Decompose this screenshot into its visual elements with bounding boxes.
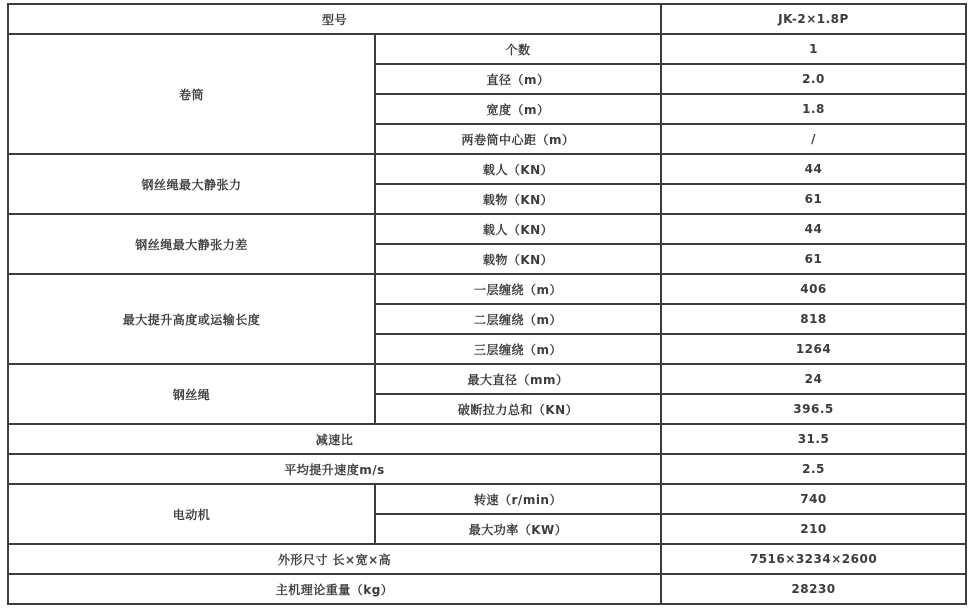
row-value: 1 bbox=[661, 34, 966, 64]
row-label: 宽度（m） bbox=[375, 94, 661, 124]
row-label: 两卷筒中心距（m） bbox=[375, 124, 661, 154]
row-label: 最大直径（mm） bbox=[375, 364, 661, 394]
row-label: 载人（KN） bbox=[375, 154, 661, 184]
dimensions-label: 外形尺寸 长×宽×高 bbox=[8, 544, 661, 574]
row-value: 210 bbox=[661, 514, 966, 544]
group-label-max-static-tension: 钢丝绳最大静张力 bbox=[8, 154, 375, 214]
reduction-ratio-value: 31.5 bbox=[661, 424, 966, 454]
row-value: / bbox=[661, 124, 966, 154]
table-row bbox=[8, 544, 966, 574]
group-label-wire-rope: 钢丝绳 bbox=[8, 364, 375, 424]
row-label: 转速（r/min） bbox=[375, 484, 661, 514]
table-row bbox=[8, 214, 966, 244]
table-row bbox=[8, 424, 966, 454]
reduction-ratio-label: 减速比 bbox=[8, 424, 661, 454]
specification-table bbox=[7, 3, 967, 605]
table-row bbox=[8, 34, 966, 64]
row-value: 406 bbox=[661, 274, 966, 304]
row-value: 24 bbox=[661, 364, 966, 394]
row-label: 一层缠绕（m） bbox=[375, 274, 661, 304]
row-label: 载人（KN） bbox=[375, 214, 661, 244]
row-label: 个数 bbox=[375, 34, 661, 64]
weight-label: 主机理论重量（kg） bbox=[8, 574, 661, 604]
row-value: 44 bbox=[661, 214, 966, 244]
table-row bbox=[8, 274, 966, 304]
avg-lift-speed-label: 平均提升速度m/s bbox=[8, 454, 661, 484]
table-row bbox=[8, 364, 966, 394]
row-value: 61 bbox=[661, 244, 966, 274]
group-label-max-lift-height: 最大提升高度或运输长度 bbox=[8, 274, 375, 364]
row-value: 396.5 bbox=[661, 394, 966, 424]
model-label: 型号 bbox=[8, 4, 661, 34]
row-label: 三层缠绕（m） bbox=[375, 334, 661, 364]
dimensions-value: 7516×3234×2600 bbox=[661, 544, 966, 574]
table-row bbox=[8, 4, 966, 34]
row-value: 740 bbox=[661, 484, 966, 514]
row-label: 最大功率（KW） bbox=[375, 514, 661, 544]
table-row bbox=[8, 154, 966, 184]
row-value: 1.8 bbox=[661, 94, 966, 124]
group-label-max-static-tension-diff: 钢丝绳最大静张力差 bbox=[8, 214, 375, 274]
row-label: 载物（KN） bbox=[375, 184, 661, 214]
row-label: 直径（m） bbox=[375, 64, 661, 94]
row-label: 破断拉力总和（KN） bbox=[375, 394, 661, 424]
table-row bbox=[8, 574, 966, 604]
table-row bbox=[8, 484, 966, 514]
weight-value: 28230 bbox=[661, 574, 966, 604]
model-value: JK-2×1.8P bbox=[661, 4, 966, 34]
row-value: 2.0 bbox=[661, 64, 966, 94]
row-value: 818 bbox=[661, 304, 966, 334]
group-label-drum: 卷筒 bbox=[8, 34, 375, 154]
row-value: 61 bbox=[661, 184, 966, 214]
row-value: 44 bbox=[661, 154, 966, 184]
table-row bbox=[8, 454, 966, 484]
row-value: 1264 bbox=[661, 334, 966, 364]
group-label-motor: 电动机 bbox=[8, 484, 375, 544]
row-label: 载物（KN） bbox=[375, 244, 661, 274]
avg-lift-speed-value: 2.5 bbox=[661, 454, 966, 484]
row-label: 二层缠绕（m） bbox=[375, 304, 661, 334]
